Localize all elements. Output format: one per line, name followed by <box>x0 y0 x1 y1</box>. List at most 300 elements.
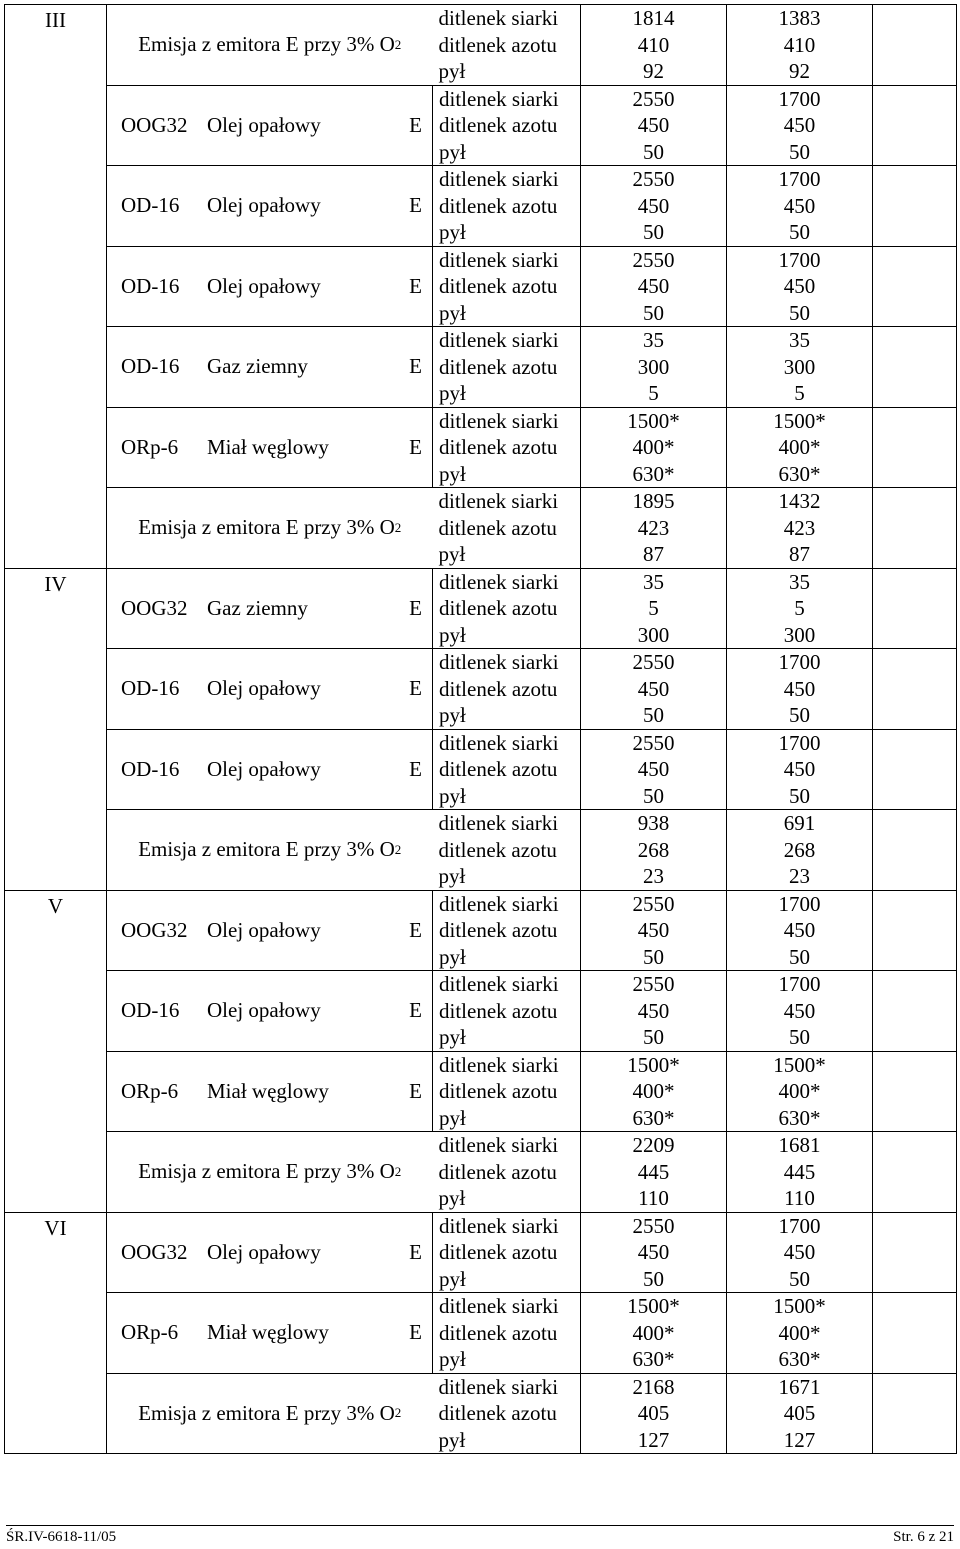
spare-cell <box>873 1373 957 1454</box>
fuel-type: Miał węglowy <box>207 434 329 459</box>
emission-table-body <box>5 5 957 1454</box>
value-a-lines <box>581 730 726 809</box>
spare-cell <box>873 5 957 86</box>
table-row <box>5 407 957 488</box>
value-b-value: 450 <box>783 676 816 701</box>
value-cell-b <box>727 246 873 327</box>
table-row <box>5 971 957 1052</box>
value-b-value: 450 <box>783 998 816 1023</box>
spare-cell <box>873 488 957 569</box>
pollutant-value: ditlenek siarki <box>439 1294 559 1318</box>
value-b-lines <box>727 569 872 648</box>
spare-cell <box>873 649 957 730</box>
emission-label-cell <box>107 1132 433 1213</box>
value-a-value: 445 <box>637 1159 670 1184</box>
value-b-value: 423 <box>783 515 816 540</box>
value-a-value: 110 <box>638 1186 669 1210</box>
value-cell-b <box>727 890 873 971</box>
value-a-value: 2550 <box>632 167 675 191</box>
pollutant-value: ditlenek siarki <box>439 650 559 674</box>
pollutant-value: ditlenek azotu <box>438 1401 557 1425</box>
value-a-value: 630* <box>632 1105 675 1130</box>
pollutant-cell <box>433 166 581 247</box>
value-a-value: 92 <box>643 59 664 83</box>
value-a-value: 450 <box>637 918 670 942</box>
value-a-lines <box>581 1052 726 1131</box>
source-description <box>107 971 432 1050</box>
emitter-code: E <box>409 1320 422 1345</box>
emission-label <box>107 5 433 84</box>
value-a-value: 2550 <box>632 972 675 996</box>
pollutant-value: ditlenek azotu <box>438 1159 557 1184</box>
spare-cell <box>873 1293 957 1374</box>
emission-label-text: Emisja z emitora E przy 3% O <box>138 32 395 57</box>
value-b-value: 92 <box>789 59 810 83</box>
source-cell <box>107 166 433 247</box>
device-name: OD-16 <box>121 756 180 781</box>
value-b-lines <box>727 166 872 245</box>
value-b-value: 1500* <box>773 1052 826 1077</box>
emitter-code: E <box>409 998 422 1023</box>
value-b-lines <box>727 730 872 809</box>
pollutant-value: ditlenek siarki <box>439 1052 559 1077</box>
pollutant-lines <box>433 891 580 970</box>
pollutant-cell <box>433 1051 581 1132</box>
pollutant-value: ditlenek azotu <box>439 1320 558 1345</box>
page-footer <box>6 1528 954 1546</box>
pollutant-cell <box>433 1132 581 1213</box>
value-a-value: 50 <box>643 300 664 325</box>
pollutant-value: ditlenek azotu <box>438 837 557 862</box>
value-a-value: 1814 <box>632 6 675 30</box>
value-b-value: 400* <box>778 1079 821 1103</box>
pollutant-value: ditlenek azotu <box>439 676 558 701</box>
pollutant-cell <box>433 890 581 971</box>
source-description <box>107 891 432 970</box>
pollutant-value: pył <box>439 944 466 969</box>
value-a-value: 630* <box>632 1347 675 1371</box>
value-b-value: 1671 <box>778 1374 821 1399</box>
footer-rule <box>6 1525 954 1526</box>
device-name: OD-16 <box>121 998 180 1023</box>
value-a-lines <box>581 327 726 406</box>
pollutant-lines <box>433 971 580 1050</box>
value-a-value: 35 <box>643 569 664 594</box>
value-b-value: 1700 <box>778 650 821 674</box>
pollutant-cell <box>433 568 581 649</box>
value-b-lines <box>727 488 872 567</box>
pollutant-value: ditlenek azotu <box>439 757 558 781</box>
table-row <box>5 649 957 730</box>
value-a-value: 300 <box>637 354 670 379</box>
pollutant-value: ditlenek siarki <box>438 489 559 513</box>
pollutant-value: ditlenek azotu <box>439 596 558 620</box>
value-cell-b <box>727 1132 873 1213</box>
zone-cell <box>5 5 107 569</box>
value-a-value: 5 <box>648 596 659 620</box>
pollutant-lines <box>433 5 581 84</box>
value-a-value: 400* <box>632 435 675 459</box>
value-b-lines <box>727 971 872 1050</box>
emitter-code: E <box>409 354 422 379</box>
spare-cell <box>873 729 957 810</box>
pollutant-cell <box>433 649 581 730</box>
value-b-value: 300 <box>783 354 816 379</box>
pollutant-lines <box>433 1132 581 1211</box>
value-b-value: 50 <box>789 783 810 808</box>
pollutant-value: pył <box>439 783 466 808</box>
value-b-value: 1383 <box>778 6 821 30</box>
emission-label-cell <box>107 1373 433 1454</box>
emission-label-text: Emisja z emitora E przy 3% O <box>138 1159 395 1184</box>
value-b-value: 50 <box>789 220 810 244</box>
zone-cell <box>5 568 107 890</box>
emitter-code: E <box>409 434 422 459</box>
fuel-type: Gaz ziemny <box>207 354 308 379</box>
value-a-value: 50 <box>643 944 664 969</box>
value-a-lines <box>581 247 726 326</box>
source-cell <box>107 1051 433 1132</box>
value-b-value: 268 <box>783 837 816 862</box>
pollutant-cell <box>433 85 581 166</box>
value-cell-b <box>727 1051 873 1132</box>
pollutant-value: ditlenek azotu <box>438 515 557 540</box>
value-b-lines <box>727 408 872 487</box>
pollutant-value: ditlenek siarki <box>438 1133 559 1157</box>
value-b-lines <box>727 327 872 406</box>
pollutant-value: ditlenek azotu <box>439 354 558 379</box>
pollutant-value: pył <box>439 1105 466 1130</box>
value-a-lines <box>581 810 726 889</box>
source-cell <box>107 649 433 730</box>
table-row <box>5 246 957 327</box>
value-b-value: 50 <box>789 944 810 969</box>
value-b-value: 50 <box>789 139 810 164</box>
emitter-code: E <box>409 273 422 298</box>
value-b-value: 691 <box>783 811 816 835</box>
zone-cell <box>5 890 107 1212</box>
spare-cell <box>873 810 957 891</box>
value-b-value: 1500* <box>773 1294 826 1318</box>
table-row <box>5 729 957 810</box>
value-b-value: 1700 <box>778 891 821 916</box>
table-row <box>5 166 957 247</box>
value-cell-a <box>581 568 727 649</box>
pollutant-cell <box>433 810 581 891</box>
spare-cell <box>873 890 957 971</box>
value-cell-a <box>581 1293 727 1374</box>
value-a-value: 400* <box>632 1079 675 1103</box>
value-b-value: 445 <box>783 1159 816 1184</box>
emitter-code: E <box>409 112 422 137</box>
value-cell-a <box>581 1373 727 1454</box>
table-row <box>5 890 957 971</box>
source-description <box>107 86 432 165</box>
value-b-value: 50 <box>789 1266 810 1291</box>
value-a-value: 127 <box>637 1427 670 1452</box>
value-cell-b <box>727 488 873 569</box>
zone-label: VI <box>44 1215 67 1240</box>
value-b-lines <box>727 86 872 165</box>
pollutant-lines <box>433 1213 580 1292</box>
pollutant-value: pył <box>438 864 466 888</box>
pollutant-value: ditlenek azotu <box>439 435 558 459</box>
value-a-value: 50 <box>643 139 664 164</box>
source-cell <box>107 568 433 649</box>
source-cell <box>107 1212 433 1293</box>
pollutant-lines <box>433 730 580 809</box>
value-b-value: 1500* <box>773 408 826 433</box>
pollutant-cell <box>433 327 581 408</box>
pollutant-value: ditlenek siarki <box>439 167 559 191</box>
value-b-lines <box>727 649 872 728</box>
pollutant-value: pył <box>439 300 466 325</box>
emission-table <box>4 4 957 1454</box>
value-b-lines <box>727 1213 872 1292</box>
value-b-value: 400* <box>778 1320 821 1345</box>
value-a-lines <box>581 166 726 245</box>
value-a-lines <box>581 1374 726 1453</box>
spare-cell <box>873 1212 957 1293</box>
emission-label-cell <box>107 488 433 569</box>
value-a-value: 450 <box>637 193 670 218</box>
spare-cell <box>873 327 957 408</box>
value-cell-b <box>727 85 873 166</box>
pollutant-cell <box>433 246 581 327</box>
value-cell-b <box>727 1293 873 1374</box>
value-b-value: 5 <box>794 381 805 405</box>
zone-label: V <box>47 893 64 918</box>
emission-label-sub: 2 <box>394 36 402 52</box>
zone-cell <box>5 1212 107 1454</box>
device-name: ORp-6 <box>121 1078 179 1103</box>
value-cell-a <box>581 488 727 569</box>
pollutant-value: ditlenek azotu <box>439 193 558 218</box>
pollutant-value: pył <box>439 139 466 164</box>
value-a-value: 268 <box>637 837 670 862</box>
value-a-lines <box>581 86 726 165</box>
value-a-value: 50 <box>643 703 664 727</box>
emission-label-sub: 2 <box>394 841 402 857</box>
value-a-lines <box>581 649 726 728</box>
fuel-type: Olej opałowy <box>207 193 321 218</box>
value-b-value: 127 <box>783 1427 816 1452</box>
pollutant-cell <box>433 971 581 1052</box>
value-b-lines <box>727 1132 872 1211</box>
fuel-type: Olej opałowy <box>207 273 321 298</box>
pollutant-value: pył <box>439 220 466 244</box>
pollutant-cell <box>433 407 581 488</box>
pollutant-cell <box>433 1212 581 1293</box>
pollutant-value: pył <box>439 461 466 486</box>
value-cell-a <box>581 890 727 971</box>
table-row <box>5 1373 957 1454</box>
value-b-value: 450 <box>783 274 816 298</box>
source-description <box>107 327 432 406</box>
spare-cell <box>873 85 957 166</box>
source-description <box>107 247 432 326</box>
value-b-value: 50 <box>789 1025 810 1049</box>
fuel-type: Miał węglowy <box>207 1078 329 1103</box>
value-b-value: 50 <box>789 300 810 325</box>
value-cell-a <box>581 85 727 166</box>
pollutant-value: ditlenek siarki <box>439 891 559 916</box>
value-b-value: 1432 <box>778 489 821 513</box>
pollutant-value: ditlenek siarki <box>439 730 559 755</box>
value-b-value: 1700 <box>778 972 821 996</box>
spare-cell <box>873 568 957 649</box>
pollutant-lines <box>433 1293 580 1372</box>
value-b-value: 630* <box>778 461 821 486</box>
value-cell-a <box>581 971 727 1052</box>
value-a-lines <box>581 1213 726 1292</box>
emission-label-cell <box>107 810 433 891</box>
value-a-value: 2550 <box>632 1213 675 1238</box>
pollutant-value: ditlenek azotu <box>439 998 558 1023</box>
pollutant-lines <box>433 1052 580 1131</box>
value-cell-b <box>727 1373 873 1454</box>
value-cell-a <box>581 729 727 810</box>
value-cell-b <box>727 810 873 891</box>
emitter-code: E <box>409 595 422 620</box>
pollutant-value: pył <box>438 59 466 83</box>
pollutant-cell <box>433 729 581 810</box>
spare-cell <box>873 166 957 247</box>
value-b-lines <box>727 247 872 326</box>
pollutant-value: pył <box>439 1025 466 1049</box>
emission-label-text: Emisja z emitora E przy 3% O <box>138 515 395 540</box>
pollutant-value: ditlenek siarki <box>438 811 559 835</box>
emission-label-sub: 2 <box>394 519 402 535</box>
value-b-value: 1700 <box>778 86 821 111</box>
value-cell-a <box>581 1132 727 1213</box>
value-a-value: 450 <box>637 1240 670 1264</box>
value-b-value: 1700 <box>778 167 821 191</box>
source-description <box>107 166 432 245</box>
value-a-value: 2550 <box>632 891 675 916</box>
pollutant-lines <box>433 86 580 165</box>
value-cell-a <box>581 810 727 891</box>
value-cell-a <box>581 327 727 408</box>
document-reference: ŚR.IV-6618-11/05 <box>6 1529 117 1545</box>
table-row <box>5 488 957 569</box>
fuel-type: Olej opałowy <box>207 1239 321 1264</box>
value-a-value: 50 <box>643 783 664 808</box>
device-name: OOG32 <box>121 595 188 620</box>
page-number: Str. 6 z 21 <box>893 1529 954 1545</box>
fuel-type: Olej opałowy <box>207 917 321 942</box>
value-cell-a <box>581 166 727 247</box>
table-row <box>5 327 957 408</box>
device-name: OOG32 <box>121 1239 188 1264</box>
value-a-value: 450 <box>637 676 670 701</box>
device-name: OD-16 <box>121 193 180 218</box>
value-b-value: 630* <box>778 1347 821 1371</box>
device-name: OOG32 <box>121 112 188 137</box>
value-b-value: 5 <box>794 596 805 620</box>
value-a-lines <box>581 1132 726 1211</box>
source-cell <box>107 246 433 327</box>
value-a-lines <box>581 891 726 970</box>
value-a-value: 450 <box>637 113 670 137</box>
value-b-value: 450 <box>783 113 816 137</box>
value-a-value: 450 <box>637 757 670 781</box>
fuel-type: Olej opałowy <box>207 676 321 701</box>
pollutant-value: pył <box>438 542 466 566</box>
source-cell <box>107 1293 433 1374</box>
table-row <box>5 810 957 891</box>
zone-label: III <box>45 8 66 32</box>
value-a-value: 405 <box>637 1401 670 1425</box>
emission-label <box>107 1132 433 1211</box>
value-a-value: 50 <box>643 1266 664 1291</box>
emitter-code: E <box>409 917 422 942</box>
value-cell-a <box>581 649 727 730</box>
pollutant-value: ditlenek siarki <box>439 1213 559 1238</box>
value-b-value: 87 <box>789 542 810 566</box>
emission-label-cell <box>107 5 433 86</box>
pollutant-value: ditlenek azotu <box>439 1240 558 1264</box>
spare-cell <box>873 1051 957 1132</box>
emitter-code: E <box>409 1078 422 1103</box>
pollutant-value: ditlenek azotu <box>439 918 558 942</box>
value-cell-a <box>581 1051 727 1132</box>
pollutant-lines <box>433 569 580 648</box>
value-a-value: 423 <box>637 515 670 540</box>
value-a-value: 1500* <box>627 408 680 433</box>
emitter-code: E <box>409 756 422 781</box>
table-row <box>5 1051 957 1132</box>
value-cell-a <box>581 1212 727 1293</box>
value-b-value: 35 <box>789 328 810 352</box>
pollutant-lines <box>433 327 580 406</box>
source-cell <box>107 729 433 810</box>
value-a-value: 5 <box>648 381 659 405</box>
pollutant-value: ditlenek siarki <box>438 6 559 30</box>
zone-label: IV <box>44 571 67 596</box>
pollutant-lines <box>433 810 581 889</box>
pollutant-value: pył <box>439 1347 466 1371</box>
value-b-value: 450 <box>783 757 816 781</box>
value-b-lines <box>727 810 872 889</box>
value-b-lines <box>727 1374 872 1453</box>
pollutant-lines <box>433 1374 581 1453</box>
value-b-value: 1700 <box>778 1213 821 1238</box>
pollutant-value: ditlenek azotu <box>438 32 557 57</box>
emission-label-sub: 2 <box>394 1405 402 1421</box>
value-b-value: 300 <box>783 622 816 647</box>
value-b-value: 450 <box>783 193 816 218</box>
pollutant-cell <box>433 1293 581 1374</box>
value-b-value: 630* <box>778 1105 821 1130</box>
pollutant-value: pył <box>439 381 466 405</box>
spare-cell <box>873 1132 957 1213</box>
value-b-value: 410 <box>783 32 816 57</box>
spare-cell <box>873 246 957 327</box>
value-b-value: 400* <box>778 435 821 459</box>
fuel-type: Olej opałowy <box>207 756 321 781</box>
pollutant-value: ditlenek siarki <box>439 247 559 272</box>
source-description <box>107 569 432 648</box>
fuel-type: Gaz ziemny <box>207 595 308 620</box>
value-a-value: 2168 <box>632 1374 675 1399</box>
source-description <box>107 730 432 809</box>
pollutant-value: pył <box>439 1266 466 1291</box>
value-a-value: 400* <box>632 1320 675 1345</box>
emission-label-text: Emisja z emitora E przy 3% O <box>138 1400 395 1425</box>
source-cell <box>107 407 433 488</box>
value-a-value: 2209 <box>632 1133 675 1157</box>
